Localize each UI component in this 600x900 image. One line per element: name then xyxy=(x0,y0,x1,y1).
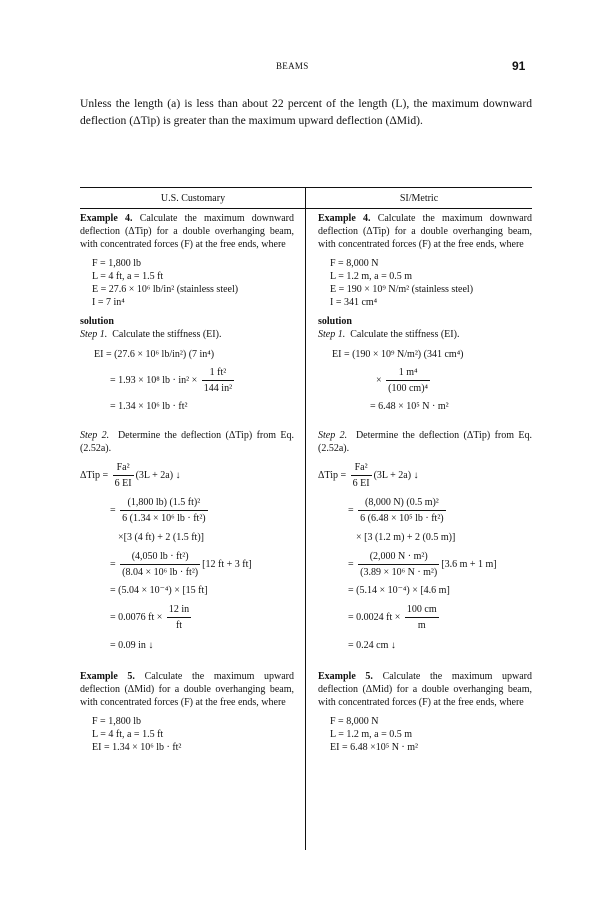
intro-paragraph: Unless the length (a) is less than about 22 percent of the length (L), the maximum downward deflection (ΔTip) is greater than the maximum upward deflection (ΔMid). xyxy=(80,97,532,127)
fraction-numerator: 1 m⁴ xyxy=(386,366,430,381)
deflection-formula xyxy=(318,461,532,490)
fraction-denominator: m xyxy=(417,620,426,631)
fraction xyxy=(358,550,439,579)
variable-line: L = 1.2 m, a = 0.5 m xyxy=(330,729,413,740)
column-divider xyxy=(305,188,306,850)
variable-line: E = 27.6 × 10⁶ lb/in² (stainless steel) xyxy=(92,284,239,295)
variable-line: EI = 6.48 ×10⁵ N · m² xyxy=(330,742,419,753)
step-1-text: Calculate the stiffness (EI). xyxy=(112,329,222,340)
fraction-numerator: 100 cm xyxy=(405,603,439,618)
fraction xyxy=(386,366,430,395)
example-5-body: Calculate the maximum upward deflection (ΔMid) for a double overhanging beam, with concentrated forces (F) at the free ends, where xyxy=(80,671,294,708)
deflection-lhs: ΔTip = xyxy=(80,469,109,481)
variable-line: E = 190 × 10⁹ N/m² (stainless steel) xyxy=(330,284,474,295)
ei-equation: EI = (27.6 × 10⁶ lb/in²) (7 in⁴) xyxy=(94,349,215,360)
fraction xyxy=(120,550,200,579)
table-top-rule xyxy=(80,187,532,188)
fraction-numerator: Fa² xyxy=(113,461,134,476)
variable-line: L = 1.2 m, a = 0.5 m xyxy=(330,271,413,282)
example-5-text xyxy=(318,670,532,709)
solution-heading: solution xyxy=(80,316,114,327)
step-1-label: Step 1. xyxy=(318,329,346,340)
variable-line: I = 341 cm⁴ xyxy=(330,297,378,308)
running-head xyxy=(0,61,600,75)
deflection-substitution: = $\frac{\text{(1,800 lb) (1.5 ft)²}}{\text{6 (1.34 × 10⁶ lb · ft²)}}$ xyxy=(110,497,206,524)
fraction-denominator: (8.04 × 10⁶ lb · ft²) xyxy=(122,567,199,578)
ei-conversion xyxy=(80,366,294,395)
column-heading-us: U.S. Customary xyxy=(160,193,226,204)
variable-line: F = 1,800 lb xyxy=(92,716,141,727)
fraction-numerator: (4,050 lb · ft²) xyxy=(120,550,200,565)
step-2-text: Determine the deflection (ΔTip) from Eq. (2.52a). xyxy=(318,430,533,454)
deflection-step: = $\frac{\text{(4,050 lb · ft²)}}{\text{(8.04 × 10⁶ lb · ft²)}}$ [12 ft + 3 ft] xyxy=(110,551,252,578)
fraction-numerator: (1,800 lb) (1.5 ft)² xyxy=(120,496,208,511)
fraction xyxy=(167,603,191,632)
fraction-numerator: (2,000 N · m²) xyxy=(358,550,439,565)
example-5-body: Calculate the maximum upward deflection (ΔMid) for a double overhanging beam, with concentrated forces (F) at the free ends, where xyxy=(318,671,532,708)
deflection-product: = (5.14 × 10⁻⁴) × [4.6 m] xyxy=(348,585,450,596)
deflection-formula xyxy=(80,461,294,490)
fraction-numerator: Fa² xyxy=(351,461,372,476)
fraction-numerator: 12 in xyxy=(167,603,191,618)
fraction-denominator: 6 EI xyxy=(114,478,132,489)
ei-conversion xyxy=(318,366,532,395)
step-1 xyxy=(80,328,294,341)
deflection-product: = (5.04 × 10⁻⁴) × [15 ft] xyxy=(110,585,208,596)
step-2-label: Step 2. xyxy=(80,430,110,441)
us-customary-column xyxy=(80,212,294,754)
step-1-text: Calculate the stiffness (EI). xyxy=(350,329,460,340)
fraction-denominator: 6 (1.34 × 10⁶ lb · ft²) xyxy=(122,513,206,524)
ei-result: = 6.48 × 10⁵ N · m² xyxy=(370,401,449,412)
step-2-text: Determine the deflection (ΔTip) from Eq. (2.52a). xyxy=(80,430,295,454)
deflection-conversion xyxy=(80,603,294,632)
deflection-rhs: (3L + 2a) ↓ xyxy=(135,469,181,481)
deflection-conversion-prefix: = 0.0076 ft × xyxy=(110,611,163,623)
step-2 xyxy=(318,429,532,455)
solution-heading: solution xyxy=(318,316,352,327)
variable-line: EI = 1.34 × 10⁶ lb · ft² xyxy=(92,742,182,753)
fraction-denominator: 144 in² xyxy=(203,383,233,394)
deflection-lhs: ΔTip = xyxy=(318,469,347,481)
column-heading-si: SI/Metric xyxy=(399,193,439,204)
ei-conversion-prefix: = 1.93 × 10⁸ lb · in² × xyxy=(110,374,198,386)
deflection-conversion-prefix: = 0.0024 ft × xyxy=(348,611,401,623)
fraction-denominator: ft xyxy=(175,620,183,631)
deflection-step-rhs: [3.6 m + 1 m] xyxy=(441,558,497,570)
fraction xyxy=(120,496,208,525)
fraction xyxy=(405,603,439,632)
si-metric-column xyxy=(318,212,532,754)
fraction-numerator: (8,000 N) (0.5 m)² xyxy=(358,496,446,511)
table-heading-rule xyxy=(80,208,532,209)
example-5-label: Example 5. xyxy=(318,671,373,682)
example-5-text xyxy=(80,670,294,709)
variable-line: L = 4 ft, a = 1.5 ft xyxy=(92,729,164,740)
fraction xyxy=(202,366,234,395)
deflection-conversion xyxy=(318,603,532,632)
variable-line: I = 7 in⁴ xyxy=(92,297,125,308)
deflection-result: = 0.24 cm ↓ xyxy=(348,640,396,651)
fraction xyxy=(113,461,134,490)
deflection-step-rhs: [12 ft + 3 ft] xyxy=(202,558,252,570)
fraction-denominator: 6 EI xyxy=(352,478,370,489)
example-4-label: Example 4. xyxy=(80,213,133,224)
running-title: BEAMS xyxy=(276,61,309,71)
deflection-substitution: = $\frac{\text{(8,000 N) (0.5 m)²}}{\text{6 (6.48 × 10⁵ lb · ft²)}}$ xyxy=(348,497,444,524)
deflection-continuation: ×[3 (4 ft) + 2 (1.5 ft)] xyxy=(118,532,204,543)
fraction xyxy=(351,461,372,490)
ei-result: = 1.34 × 10⁶ lb · ft² xyxy=(110,401,188,412)
deflection-result: = 0.09 in ↓ xyxy=(110,640,154,651)
ei-equation: EI = (190 × 10⁹ N/m²) (341 cm⁴) xyxy=(332,349,464,360)
page-number: 91 xyxy=(512,59,526,73)
step-1-label: Step 1. xyxy=(80,329,108,340)
variable-line: F = 1,800 lb xyxy=(92,258,141,269)
example-4-body: Calculate the maximum downward deflection (ΔTip) for a double overhanging beam, with concentrated forces (F) at the free ends, where xyxy=(318,213,533,250)
example-4-text xyxy=(318,212,532,251)
step-2-label: Step 2. xyxy=(318,430,348,441)
step-2 xyxy=(80,429,294,455)
example-5-label: Example 5. xyxy=(80,671,135,682)
fraction-denominator: (3.89 × 10⁶ N · m²) xyxy=(360,567,438,578)
example-4-text xyxy=(80,212,294,251)
fraction-denominator: (100 cm)⁴ xyxy=(388,383,429,394)
variable-line: L = 4 ft, a = 1.5 ft xyxy=(92,271,164,282)
example-4-label: Example 4. xyxy=(318,213,371,224)
fraction xyxy=(358,496,446,525)
deflection-continuation: × [3 (1.2 m) + 2 (0.5 m)] xyxy=(356,532,456,543)
deflection-step: = $\frac{\text{(2,000 N · m²)}}{\text{(3.89 × 10⁶ N · m²)}}$ [3.6 m + 1 m] xyxy=(348,551,497,578)
example-4-body: Calculate the maximum downward deflection (ΔTip) for a double overhanging beam, with concentrated forces (F) at the free ends, where xyxy=(80,213,295,250)
variable-line: F = 8,000 N xyxy=(330,258,379,269)
step-1 xyxy=(318,328,532,341)
fraction-denominator: 6 (6.48 × 10⁵ lb · ft²) xyxy=(360,513,444,524)
ei-conversion-prefix: × xyxy=(376,374,382,386)
fraction-numerator: 1 ft² xyxy=(202,366,234,381)
deflection-rhs: (3L + 2a) ↓ xyxy=(373,469,419,481)
variable-line: F = 8,000 N xyxy=(330,716,379,727)
